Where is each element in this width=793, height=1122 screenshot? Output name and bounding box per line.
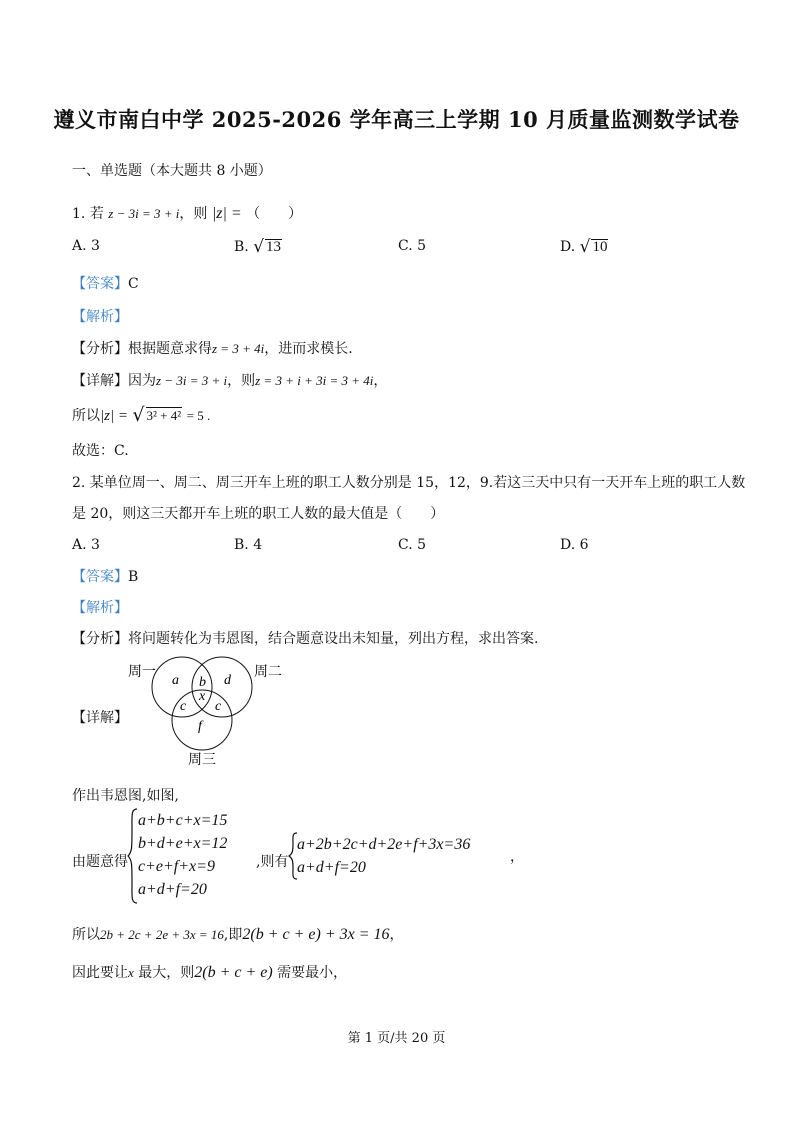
- q1-detail-eq2: z = 3 + i + 3i = 3 + 4i: [255, 373, 374, 388]
- q2-stem-line2: 是 20，则这三天都开车上班的职工人数的最大值是（ ）: [72, 506, 445, 522]
- q2-fenxi: [72, 628, 538, 648]
- q1-option-b-radicand: 13: [266, 239, 282, 255]
- q1-detail-eq1: z − 3i = 3 + i: [156, 373, 228, 388]
- q1-so-abs: |z| =: [100, 408, 128, 424]
- q1-abs: |z| =: [211, 205, 242, 222]
- q1-detail: [72, 370, 387, 390]
- sqrt-icon: √: [132, 404, 145, 426]
- q2-hence-post: 需要最小，: [277, 965, 348, 981]
- system1-eq3: c+e+f+x=9: [138, 858, 215, 875]
- section-heading: 一、单选题（本大题共 8 小题）: [72, 163, 272, 179]
- q1-detail-pre: 因为: [128, 373, 156, 389]
- q2-hence: [72, 962, 347, 982]
- system1: [138, 809, 227, 901]
- q2-hence-mid: 最大，则: [138, 965, 195, 981]
- venn-label-wed: 周三: [188, 752, 216, 768]
- venn-label-tue: 周二: [254, 664, 282, 680]
- venn-label-mon: 周一: [128, 664, 156, 680]
- q1-fenxi-pre: 根据题意求得: [128, 341, 212, 357]
- fenxi-tag: 【分析】: [72, 631, 128, 647]
- q2-so-post: ，: [389, 927, 404, 943]
- q1-so-radicand: 3² + 4²: [146, 408, 182, 423]
- q1-so-post: = 5 .: [186, 408, 211, 423]
- venn-d: d: [224, 673, 231, 688]
- q1-option-d-radicand: 10: [592, 239, 608, 255]
- q2-detail-tag: 【详解】: [72, 710, 128, 726]
- q2-option-a: A. 3: [72, 537, 100, 553]
- q1-analysis-tag: 【解析】: [72, 309, 128, 325]
- q1-fenxi: [72, 338, 353, 358]
- system1-eq2: b+d+e+x=12: [138, 835, 228, 852]
- venn-b: b: [199, 675, 206, 690]
- venn-c-right: c: [215, 699, 222, 714]
- detail-tag: 【详解】: [72, 373, 128, 389]
- system1-eq1: a+b+c+x=15: [138, 812, 228, 829]
- q2-from-pre: 由题意得: [72, 854, 128, 870]
- q1-option-c: C. 5: [398, 238, 427, 254]
- q1-so-pre: 所以: [72, 408, 100, 424]
- q2-draw: 作出韦恩图,如图,: [72, 788, 179, 804]
- q1-equation: z − 3i = 3 + i: [108, 206, 180, 221]
- q2-analysis-tag: 【解析】: [72, 600, 128, 616]
- q1-option-d-label: D.: [560, 239, 576, 255]
- sqrt-icon: √: [253, 237, 265, 257]
- q2-hence-x: x: [128, 965, 134, 980]
- answer-tag: 【答案】: [72, 276, 128, 292]
- q1-mid: ，则: [179, 206, 208, 222]
- q1-answer: [72, 273, 139, 293]
- q1-paren: （ ）: [246, 206, 303, 222]
- venn-diagram: [120, 650, 300, 770]
- sqrt-icon: √: [579, 237, 591, 257]
- q2-hence-pre: 因此要让: [72, 965, 128, 981]
- venn-c-left: c: [180, 699, 187, 714]
- q1-prefix: 若: [89, 206, 104, 222]
- q2-so-eq2: 2(b + c + e) + 3x = 16: [242, 926, 390, 943]
- q1-detail-mid: ，则: [227, 373, 256, 389]
- page-title: 遵义市南白中学 2025-2026 学年高三上学期 10 月质量监测数学试卷: [53, 107, 740, 132]
- q1-choose: 故选：C.: [72, 443, 129, 459]
- q2-stem-line1: 2. 某单位周一、周二、周三开车上班的职工人数分别是 15，12，9.若这三天中只有一天开车上班的职工人数: [72, 475, 746, 491]
- venn-x: x: [199, 689, 206, 704]
- q2-answer: [72, 566, 138, 586]
- q1-option-d: [560, 236, 608, 256]
- q1-number: 1.: [72, 206, 86, 222]
- q2-so-mid: ,即: [223, 927, 243, 943]
- q2-option-b: B. 4: [234, 537, 263, 553]
- q1-answer-value: C: [128, 276, 139, 292]
- venn-f: f: [198, 719, 202, 734]
- q2-answer-value: B: [128, 569, 139, 585]
- venn-a: a: [172, 673, 179, 688]
- answer-tag: 【答案】: [72, 569, 128, 585]
- q1-option-a: A. 3: [72, 238, 100, 254]
- q1-so: [72, 403, 210, 425]
- q2-hence-eq: 2(b + c + e): [194, 964, 273, 981]
- page-footer: 第 1 页/共 20 页: [347, 1031, 446, 1046]
- system1-eq4: a+d+f=20: [138, 881, 207, 898]
- q2-so-pre: 所以: [72, 927, 100, 943]
- q1-option-b-label: B.: [234, 239, 249, 255]
- system2-eq2: a+d+f=20: [297, 859, 366, 876]
- fenxi-tag: 【分析】: [72, 341, 128, 357]
- q1-detail-post: ，: [373, 373, 388, 389]
- q2-so-eq1: 2b + 2c + 2e + 3x = 16: [100, 927, 224, 942]
- q2-then: ,则有: [256, 854, 289, 870]
- q2-comma: ，: [510, 849, 524, 865]
- q2-so: [72, 924, 404, 944]
- system2-eq1: a+2b+2c+d+2e+f+3x=36: [297, 836, 471, 853]
- q1-fenxi-post: ，进而求模长.: [264, 341, 353, 357]
- q1-fenxi-eq: z = 3 + 4i: [212, 341, 265, 356]
- q1-stem: [72, 203, 302, 223]
- q2-fenxi-text: 将问题转化为韦恩图，结合题意设出未知量，列出方程，求出答案.: [128, 631, 539, 647]
- q1-option-b: [234, 236, 282, 256]
- system2: [297, 833, 470, 879]
- q2-option-c: C. 5: [398, 537, 427, 553]
- q2-option-d: D. 6: [560, 537, 589, 553]
